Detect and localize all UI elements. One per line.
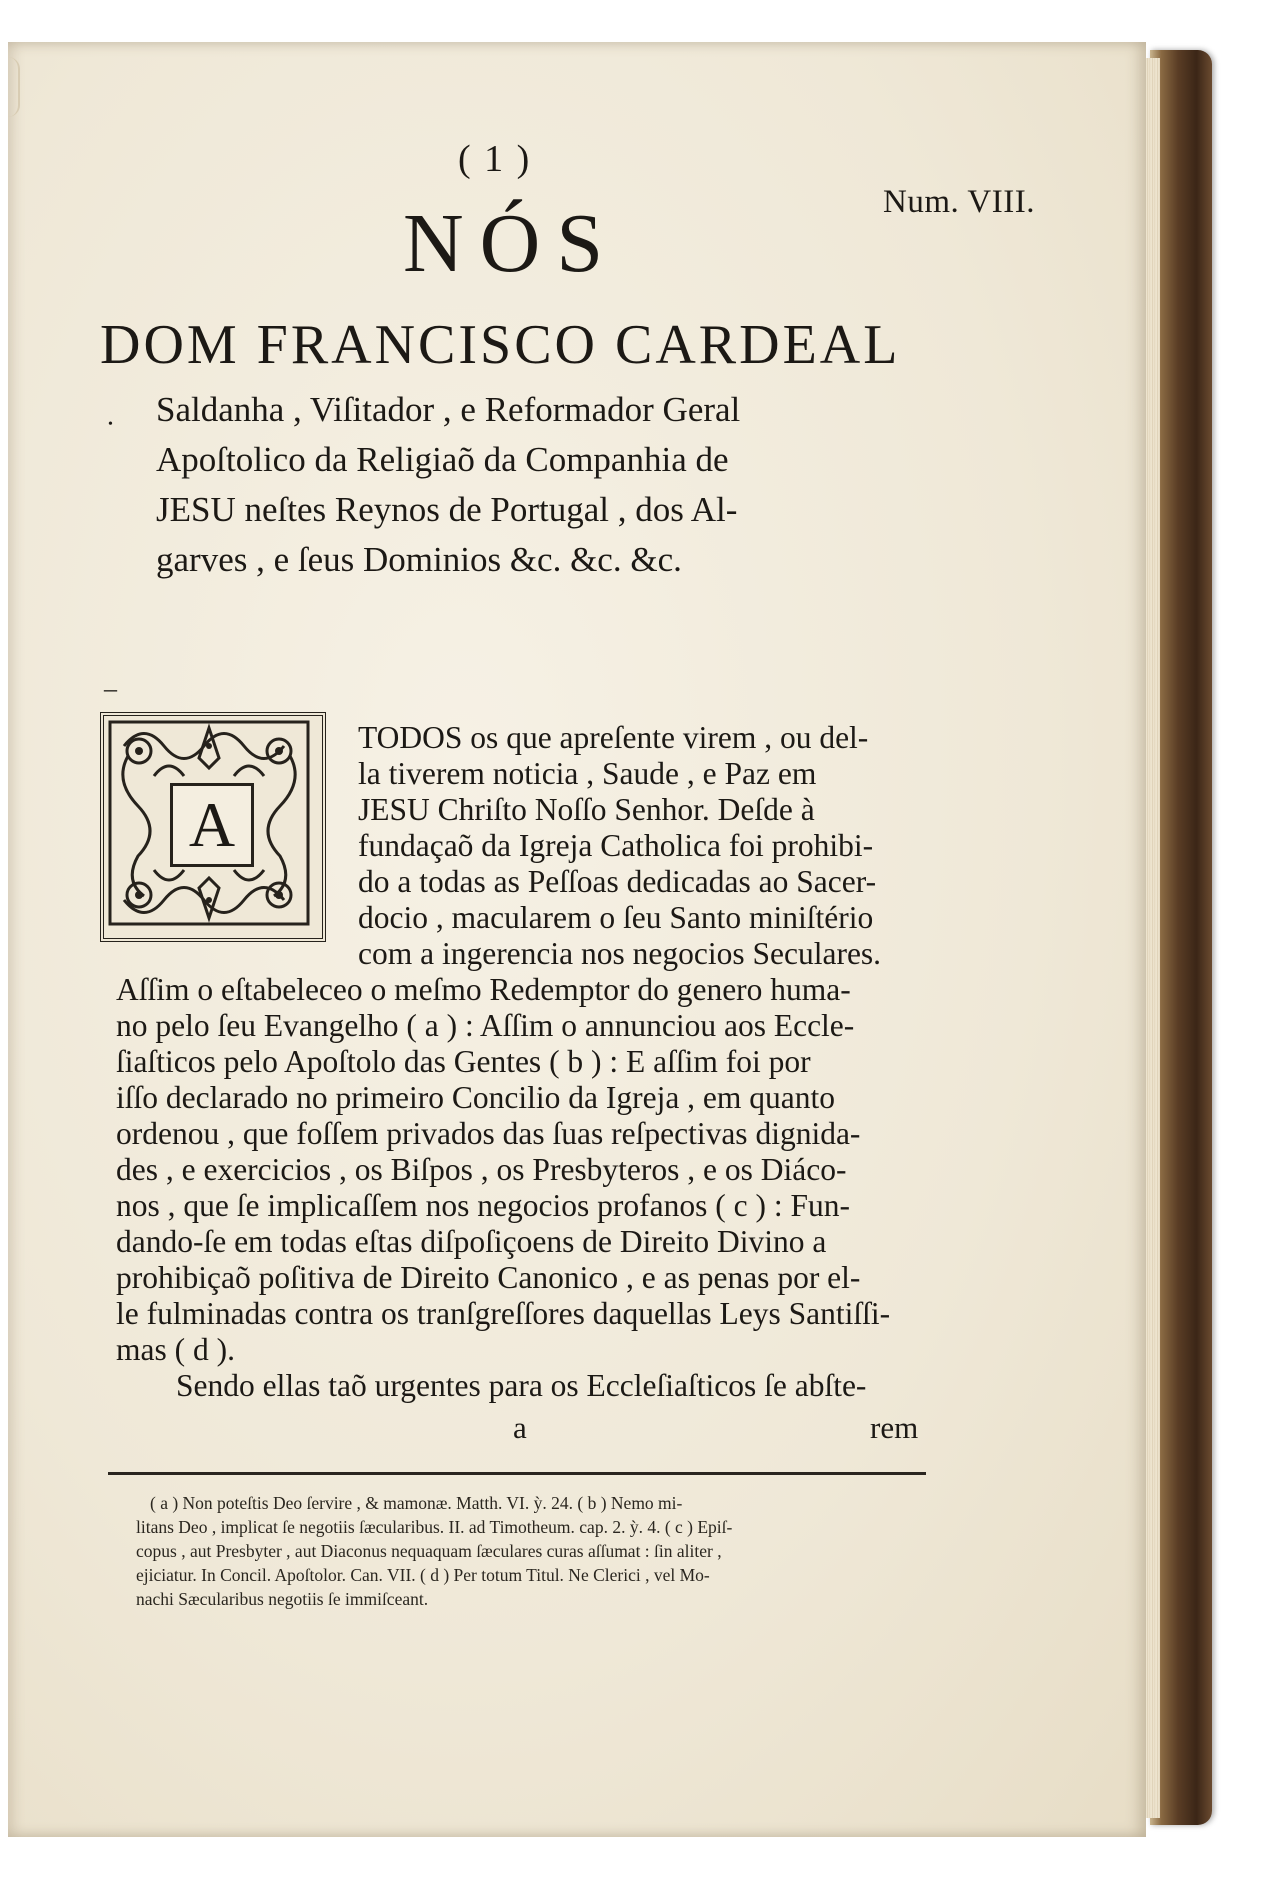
body-line: Sendo ellas taõ urgentes para os Eccleſiaſticos ſe abſte- [176,1368,867,1403]
nos-heading: NÓS [403,197,620,290]
body-line: le fulminadas contra os tranſgreſſores daquellas Leys Santiſſi- [116,1296,891,1331]
body-line: ordenou , que foſſem privados das ſuas reſpectivas dignida- [116,1116,861,1151]
title-line: Apoſtolico da Religiaõ da Companhia de [156,440,729,479]
body-line: ſiaſticos pelo Apoſtolo das Gentes ( b ) : E aſſim foi por [116,1044,811,1079]
page-number: ( 1 ) [458,138,532,180]
body-line: no pelo ſeu Evangelho ( a ) : Aſſim o annunciou aos Eccle- [116,1008,855,1043]
body-line: la tiverem noticia , Saude , e Paz em [358,756,817,791]
body-line: TODOS os que apreſente virem , ou del- [358,720,869,755]
body-line: JESU Chriſto Noſſo Senhor. Deſde à [358,792,815,827]
body-line: com a ingerencia nos negocios Seculares. [358,936,882,971]
footnote-line: copus , aut Presbyter , aut Diaconus nequaquam ſæculares curas aſſumat : ſin aliter , [136,1541,722,1561]
document-number: Num. VIII. [883,184,1035,220]
body-line: dando-ſe em todas eſtas diſpoſiçoens de Direito Divino a [116,1224,827,1259]
title-line: JESU neſtes Reynos de Portugal , dos Al- [156,490,738,529]
body-line: des , e exercicios , os Biſpos , os Presbyteros , e os Diáco- [116,1152,847,1187]
catchword: rem [870,1410,919,1445]
footnote-line: ejiciatur. In Concil. Apoſtolor. Can. VII. ( d ) Per totum Titul. Ne Clerici , vel Mo- [136,1565,710,1585]
body-line: Aſſim o eſtabeleceo o meſmo Redemptor do genero huma- [116,972,851,1007]
body-line: iſſo declarado no primeiro Concilio da Igreja , em quanto [116,1080,836,1115]
footnote-line: litans Deo , implicat ſe negotiis ſæcularibus. II. ad Timotheum. cap. 2. ỳ. 4. ( c ) Epiſ- [136,1517,733,1537]
body-line: nos , que ſe implicaſſem nos negocios profanos ( c ) : Fun- [116,1188,850,1223]
footnote-line: nachi Sæcularibus negotiis ſe immiſceant. [136,1589,429,1609]
title-line: Saldanha , Viſitador , e Reformador Geral [156,390,741,429]
page-nick [8,57,20,117]
cardinal-heading: DOM FRANCISCO CARDEAL [100,314,901,376]
dash-mark: – [104,674,117,703]
footnote-divider [108,1472,926,1475]
body-line: do a todas as Peſſoas dedicadas ao Sacer- [358,864,877,899]
decorative-dot: • [108,417,113,432]
body-line: mas ( d ). [116,1332,235,1367]
title-line: garves , e ſeus Dominios &c. &c. &c. [156,540,682,579]
document-page [8,42,1146,1837]
drop-cap-letter: A [170,783,254,867]
body-line: fundaçaõ da Igreja Catholica foi prohibi- [358,828,874,863]
footnote-line: ( a ) Non poteſtis Deo ſervire , & mamonæ. Matth. VI. ỳ. 24. ( b ) Nemo mi- [150,1493,683,1513]
ornamental-drop-cap-icon [100,712,326,942]
body-line: prohibiçaõ poſitiva de Direito Canonico , e as penas por el- [116,1260,861,1295]
signature-mark: a [513,1410,527,1445]
body-line: docio , macularem o ſeu Santo miniſtério [358,900,874,935]
